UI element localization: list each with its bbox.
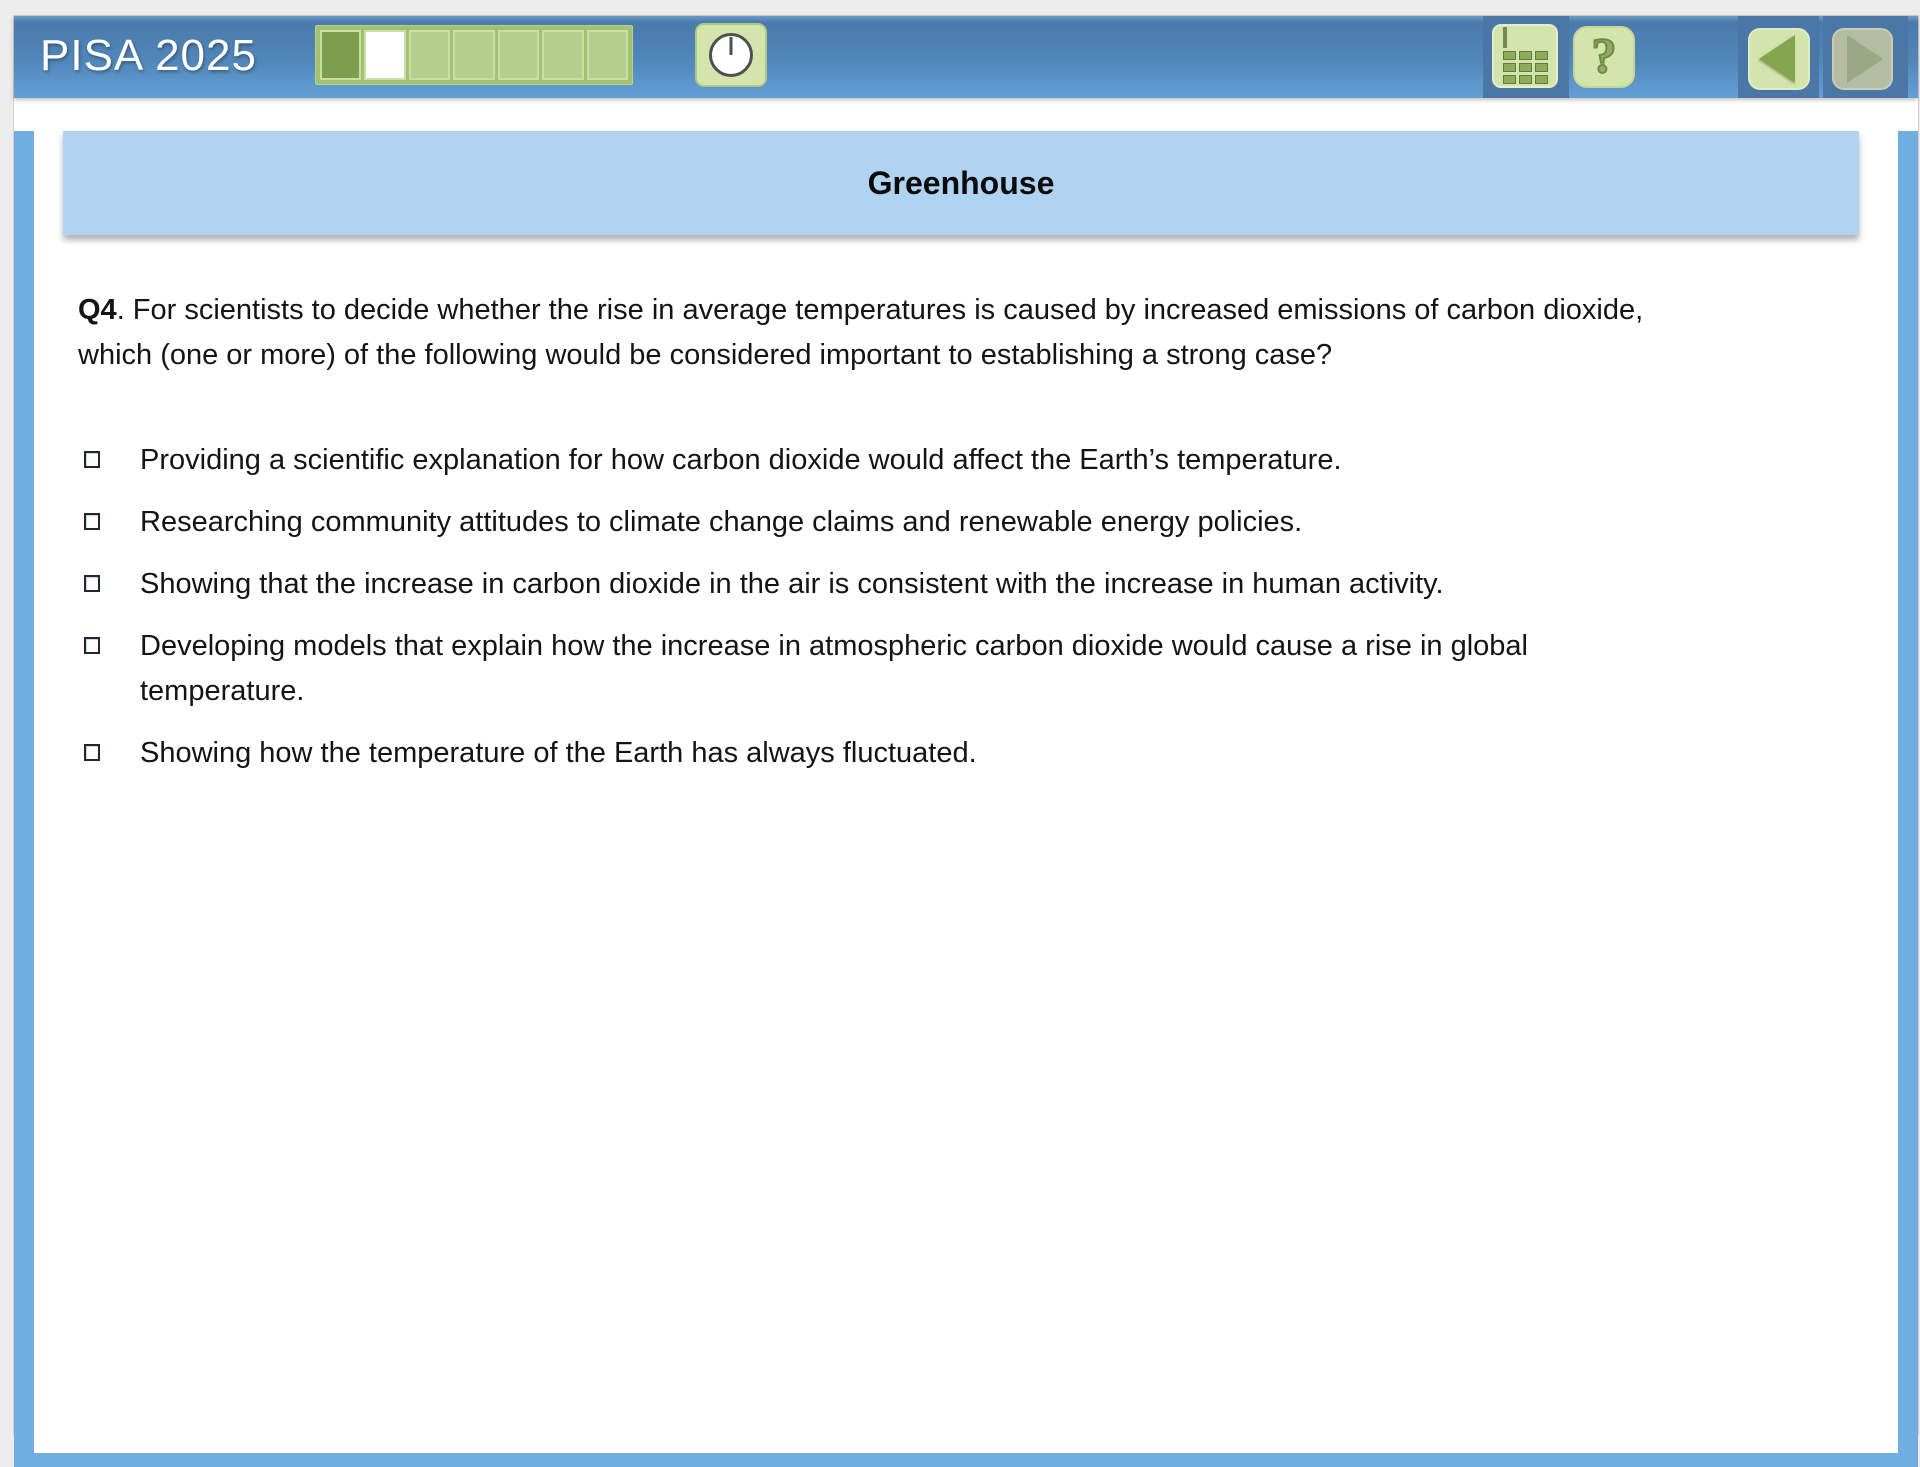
option-row (34, 731, 1898, 776)
progress-square-todo (453, 30, 494, 80)
header-bar (14, 16, 1918, 98)
question-text (78, 288, 1718, 378)
timer-button[interactable] (695, 23, 767, 87)
option-label: Providing a scientific explanation for how carbon dioxide would affect the Earth’s temperature. (140, 444, 1342, 476)
calculator-screen (1503, 27, 1507, 48)
option-checkbox[interactable] (84, 744, 100, 761)
option-label: Researching community attitudes to climate change claims and renewable energy policies. (140, 506, 1303, 538)
content-area (14, 131, 1918, 1467)
progress-bar (315, 25, 633, 85)
option-row (34, 500, 1898, 545)
clock-icon (709, 33, 753, 77)
option-label: Developing models that explain how the increase in atmospheric carbon dioxide would cause a rise in global temperature. (140, 630, 1528, 707)
option-row (34, 562, 1898, 607)
clock-hand (730, 37, 733, 55)
progress-square-done (320, 30, 361, 80)
option-checkbox[interactable] (84, 637, 100, 654)
option-row (34, 438, 1898, 483)
option-row (34, 624, 1898, 714)
calculator-keys (1503, 51, 1548, 84)
progress-square-current (364, 30, 405, 80)
back-button[interactable] (1748, 28, 1810, 90)
progress-square-todo (587, 30, 628, 80)
option-label: Showing that the increase in carbon dioxide in the air is consistent with the increase in human activity. (140, 568, 1444, 600)
question-mark-icon: ? (1591, 27, 1617, 83)
unit-title-banner (63, 131, 1859, 235)
calculator-button[interactable] (1492, 24, 1558, 88)
progress-square-todo (498, 30, 539, 80)
option-checkbox[interactable] (84, 513, 100, 530)
progress-square-todo (409, 30, 450, 80)
option-label: Showing how the temperature of the Earth has always fluctuated. (140, 737, 977, 769)
app-title: PISA 2025 (40, 31, 257, 80)
question-prompt: . For scientists to decide whether the rise in average temperatures is caused by increased emissions of carbon dioxide, which (one or more) of the following would be considered important to establishing a strong case? (78, 294, 1644, 371)
help-button[interactable] (1573, 26, 1635, 88)
unit-title: Greenhouse (867, 164, 1055, 201)
question-number: Q4 (78, 294, 117, 326)
option-checkbox[interactable] (84, 451, 100, 468)
options-list (34, 438, 1898, 776)
option-checkbox[interactable] (84, 575, 100, 592)
forward-arrow-icon (1847, 35, 1883, 83)
forward-button (1832, 28, 1893, 90)
progress-square-todo (542, 30, 583, 80)
back-arrow-icon (1759, 35, 1795, 83)
test-window (14, 16, 1918, 1434)
calculator-icon (1503, 29, 1548, 84)
